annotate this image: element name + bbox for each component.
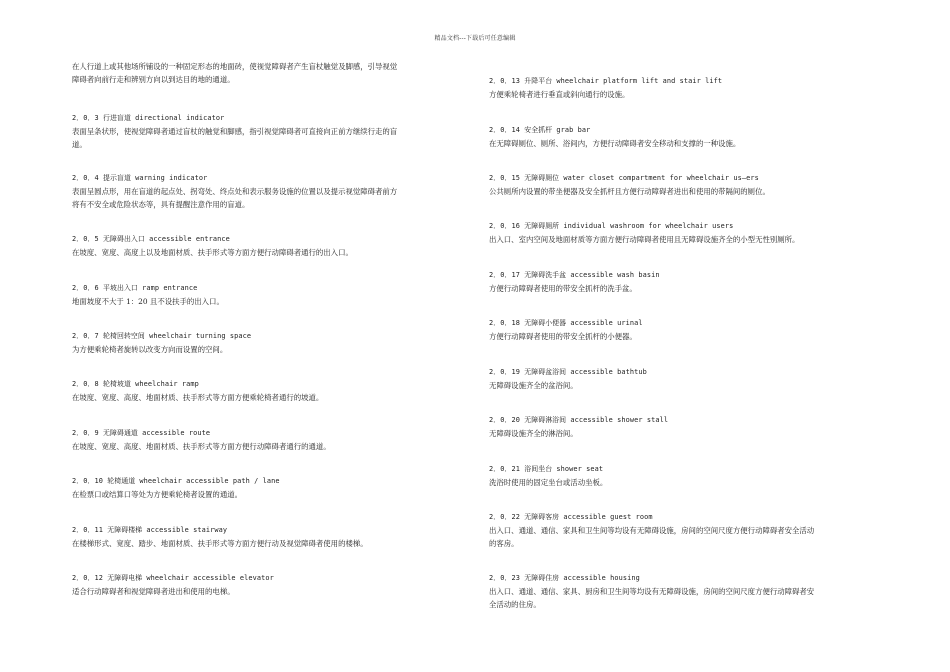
definition-text: 表面呈圆点形，用在盲道的起点处、拐弯处、终点处和表示服务设施的位置以及提示视觉障碍者前方 <box>72 187 398 196</box>
definition-entry <box>72 524 468 550</box>
definition-heading: 2．0．10 轮椅通道 wheelchair accessible path / lane <box>72 477 280 485</box>
definition-text: 洗浴时使用的固定坐台或活动坐板。 <box>489 478 608 487</box>
definition-heading: 2．0．22 无障碍客房 accessible guest room <box>489 513 653 521</box>
definition-heading: 2．0．5 无障碍出入口 accessible entrance <box>72 235 230 243</box>
definition-entry <box>489 572 884 611</box>
definition-text: 在人行道上或其他场所铺设的一种固定形态的地面砖，使视觉障碍者产生盲杖触觉及脚感，引导视觉 <box>72 62 398 71</box>
definition-text: 在坡度、宽度、高度上以及地面材质、扶手形式等方面方便行动障碍者通行的出入口。 <box>72 248 353 257</box>
definition-text: 的客房。 <box>489 539 519 548</box>
definition-text: 全活动的住房。 <box>489 600 541 609</box>
definition-text: 出入口、通道、通信、家具、厨房和卫生间等均设有无障碍设施，房间的空间尺度方便行动障碍者安 <box>489 587 815 596</box>
definition-entry <box>489 414 884 440</box>
definition-heading: 2．0．14 安全抓杆 grab bar <box>489 126 591 134</box>
definition-heading: 2．0．11 无障碍楼梯 accessible stairway <box>72 526 228 534</box>
definition-text: 在坡度、宽度、高度、地面材质、扶手形式等方面方便乘轮椅者通行的坡道。 <box>72 393 324 402</box>
definition-text: 无障碍设施齐全的淋浴间。 <box>489 429 578 438</box>
definition-entry <box>72 572 468 598</box>
definition-text: 道。 <box>72 140 87 149</box>
definition-text: 方便乘轮椅者进行垂直或斜向通行的设施。 <box>489 90 630 99</box>
definition-text: 适合行动障碍者和视觉障碍者进出和使用的电梯。 <box>72 587 235 596</box>
definition-heading: 2．0．17 无障碍洗手盆 accessible wash basin <box>489 271 660 279</box>
definition-text: 在坡度、宽度、高度、地面材质、扶手形式等方面方便行动障碍者通行的通道。 <box>72 442 331 451</box>
definition-entry <box>489 366 884 392</box>
definition-heading: 2．0．18 无障碍小便器 accessible urinal <box>489 319 643 327</box>
definition-entry <box>489 75 884 101</box>
definition-text: 出入口、通道、通信、家具和卫生间等均设有无障碍设施，房间的空间尺度方便行动障碍者安全活动 <box>489 526 815 535</box>
definition-text: 方便行动障碍者使用的带安全抓杆的小便器。 <box>489 332 637 341</box>
definition-text: 公共厕所内设置的带坐便器及安全抓杆且方便行动障碍者进出和使用的带隔间的厕位。 <box>489 187 770 196</box>
definition-entry <box>489 463 884 489</box>
definition-entry <box>72 282 468 308</box>
definition-text: 表面呈条状形，使视觉障碍者通过盲杖的触觉和脚感，指引视觉障碍者可直接向正前方继续行走的盲 <box>72 127 398 136</box>
definition-text: 地面坡度不大于 1：20 且不设扶手的出入口。 <box>72 297 224 306</box>
definition-entry <box>489 511 884 550</box>
definition-heading: 2．0．9 无障碍通道 accessible route <box>72 429 211 437</box>
definition-heading: 2．0．16 无障碍厕所 individual washroom for wheelchair users <box>489 222 734 230</box>
definition-heading: 2．0．4 提示盲道 warning indicator <box>72 174 208 182</box>
definition-text: 在检票口或结算口等处为方便乘轮椅者设置的通道。 <box>72 490 242 499</box>
definition-entry <box>489 317 884 343</box>
definition-entry <box>72 330 468 356</box>
definition-heading: 2．0．15 无障碍厕位 water closet compartment for wheelchair us—ers <box>489 174 759 182</box>
definition-entry <box>489 220 884 246</box>
definition-text: 将有不安全或危险状态等，具有提醒注意作用的盲道。 <box>72 200 250 209</box>
definition-heading: 2．0．3 行进盲道 directional indicator <box>72 114 225 122</box>
definition-heading: 2．0．21 浴间坐台 shower seat <box>489 465 604 473</box>
definition-heading: 2．0．8 轮椅坡道 wheelchair ramp <box>72 380 199 388</box>
definition-text: 在楼梯形式、宽度、踏步、地面材质、扶手形式等方面方便行动及视觉障碍者使用的楼梯。 <box>72 539 368 548</box>
definition-entry <box>72 427 468 453</box>
definition-entry <box>72 60 468 86</box>
definition-entry <box>72 475 468 501</box>
definition-text: 出入口、室内空间及地面材质等方面方便行动障碍者使用且无障碍设施齐全的小型无性别厕所。 <box>489 235 800 244</box>
definition-heading: 2．0．12 无障碍电梯 wheelchair accessible elevator <box>72 574 274 582</box>
definition-heading: 2．0．6 平坡出入口 ramp entrance <box>72 284 198 292</box>
definition-heading: 2．0．13 升降平台 wheelchair platform lift and stair lift <box>489 77 723 85</box>
definition-entry <box>489 124 884 150</box>
page-header: 精品文档---下载后可任意编辑 <box>434 35 516 42</box>
definition-entry <box>72 112 468 151</box>
definition-heading: 2．0．7 轮椅回转空间 wheelchair turning space <box>72 332 252 340</box>
definition-heading: 2．0．23 无障碍住房 accessible housing <box>489 574 640 582</box>
definition-entry <box>489 172 884 198</box>
definition-text: 为方便乘轮椅者旋转以改变方向而设置的空间。 <box>72 345 228 354</box>
definition-text: 障碍者向前行走和辨别方向以到达目的地的通道。 <box>72 75 235 84</box>
definition-heading: 2．0．20 无障碍淋浴间 accessible shower stall <box>489 416 669 424</box>
definition-text: 方便行动障碍者使用的带安全抓杆的洗手盆。 <box>489 284 637 293</box>
definition-entry <box>489 269 884 295</box>
definition-entry <box>72 233 468 259</box>
definition-text: 在无障碍厕位、厕所、浴间内，方便行动障碍者安全移动和支撑的一种设施。 <box>489 139 741 148</box>
definition-entry <box>72 378 468 404</box>
definition-text: 无障碍设施齐全的盆浴间。 <box>489 381 578 390</box>
definition-entry <box>72 172 468 211</box>
definition-heading: 2．0．19 无障碍盆浴间 accessible bathtub <box>489 368 647 376</box>
